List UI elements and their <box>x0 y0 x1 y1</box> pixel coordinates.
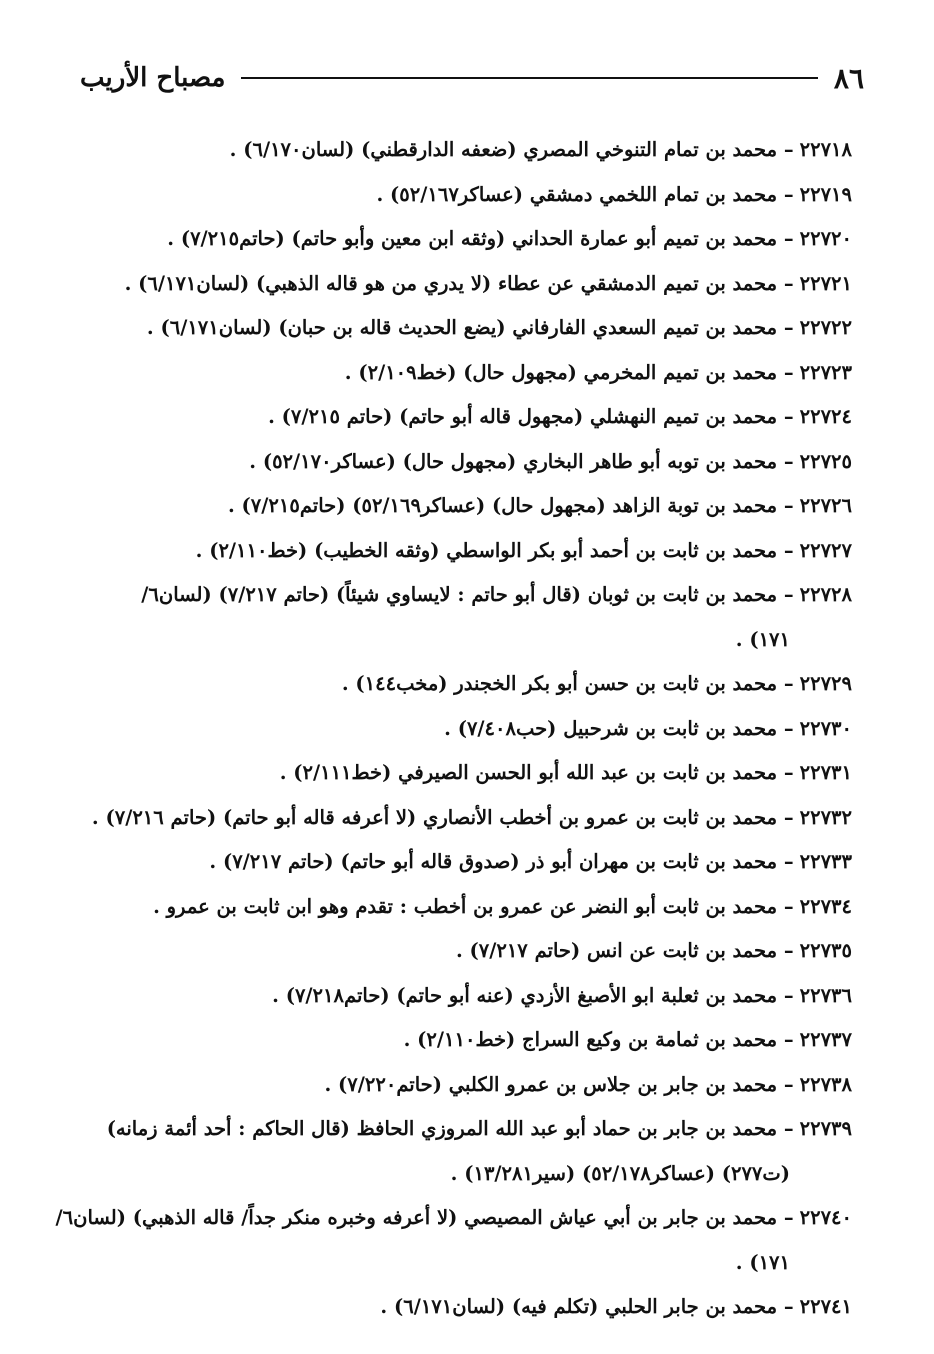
entry-line <box>80 885 852 930</box>
entry-text: – محمد بن ثابت بن أحمد أبو بكر الواسطي (وثقه الخطيب) (خط٢/١١٠) . <box>195 538 794 562</box>
entry-text: – محمد بن جابر بن حماد أبو عبد الله المروزي الحافظ (قال الحاكم : أحد أئمة زمانه) <box>106 1117 794 1140</box>
entry-text: – محمد بن توبه أبو طاهر البخاري (مجهول حال) (عساكر٥٢/١٧٠) . <box>249 449 794 473</box>
page-number: ٨٦ <box>833 61 864 95</box>
entry-number: ٢٢٧٣٣ <box>799 850 852 873</box>
entry-line <box>80 484 852 529</box>
entry-text: – محمد بن ثابت بن حسن أبو بكر الخجندر (مخب١٤٤) . <box>341 672 794 695</box>
entry-number: ٢٢٧٣٠ <box>799 716 852 740</box>
entry-number: ٢٢٧٢٠ <box>799 227 852 250</box>
entry-text: – محمد بن ثعلبة ابو الأصبغ الأزدي (عنه أبو حاتم) (حاتم٧/٢١٨) . <box>272 983 794 1007</box>
entry-text: – محمد بن تميم الدمشقي عن عطاء (لا يدري من هو قاله الذهبي) (لسان٦/١٧١) . <box>124 271 794 295</box>
entry-line <box>80 351 852 396</box>
entry-line <box>80 128 852 173</box>
entry-line <box>80 840 852 885</box>
entry-line <box>80 929 852 974</box>
entry-line <box>80 1018 852 1063</box>
entry-number: ٢٢٧٣٢ <box>799 805 852 829</box>
entry-text: – محمد بن ثابت أبو النضر عن عمرو بن أخطب : تقدم وهو ابن ثابت بن عمرو . <box>153 894 794 918</box>
entry-line <box>80 1285 852 1330</box>
entry-text: – محمد بن توبة الزاهد (مجهول حال) (عساكر٥٢/١٦٩) (حاتم٧/٢١٥) . <box>227 494 794 517</box>
entry-text: – محمد بن ثابت بن ثوبان (قال أبو حاتم : لايساوي شيئاً) (حاتم ٧/٢١٧) (لسان٦/ <box>141 583 794 606</box>
entry-line <box>80 1107 852 1152</box>
entry-line <box>55 1196 852 1241</box>
entry-continuation: ١٧١) . <box>735 627 790 651</box>
page-header <box>80 58 864 98</box>
entry-text: – محمد بن تميم أبو عمارة الحداني (وثقه ابن معين وأبو حاتم) (حاتم٧/٢١٥) . <box>167 227 794 250</box>
entry-number: ٢٢٧٤٠ <box>799 1206 852 1229</box>
entry-line <box>80 262 852 307</box>
entry-line <box>80 306 852 351</box>
entry-line <box>80 707 852 752</box>
entry-continuation: (ت٢٧٧) (عساكر٥٢/١٧٨) (سير١٣/٢٨١) . <box>450 1161 790 1185</box>
entry-number: ٢٢٧٣٨ <box>799 1072 852 1096</box>
entry-text: – محمد بن ثابت بن عبد الله أبو الحسن الصيرفي (خط٢/١١١) . <box>279 761 794 784</box>
entry-text: – محمد بن تميم النهشلي (مجهول قاله أبو حاتم) (حاتم ٧/٢١٥) . <box>268 405 794 428</box>
entry-line <box>80 974 852 1019</box>
entry-number: ٢٢٧٣٦ <box>799 983 852 1007</box>
entry-text: – محمد بن تميم السعدي الفارفاني (يضع الحديث قاله بن حبان) (لسان٦/١٧١) . <box>146 316 794 339</box>
entry-line <box>80 796 852 841</box>
entry-text: – محمد بن تمام اللخمي دمشقي (عساكر٥٢/١٦٧) . <box>376 182 794 206</box>
header-rule <box>241 77 817 79</box>
entry-text: – محمد بن جابر الحلبي (تكلم فيه) (لسان٦/١٧١) . <box>380 1295 794 1318</box>
entry-number: ٢٢٧٢٢ <box>799 316 852 339</box>
entry-text: – محمد بن ثابت بن عمرو بن أخطب الأنصاري (لا أعرفه قاله أبو حاتم) (حاتم ٧/٢١٦) . <box>91 805 794 829</box>
entry-number: ٢٢٧١٨ <box>799 138 852 161</box>
entry-text: – محمد بن جابر بن أبي عياش المصيصي (لا أعرفه وخبره منكر جداً/ قاله الذهبي) (لسان٦/ <box>55 1206 794 1229</box>
entry-number: ٢٢٧٢١ <box>799 271 852 295</box>
book-title: مصباح الأريب <box>80 63 226 93</box>
entry-line <box>80 1063 852 1108</box>
entry-number: ٢٢٧٢٧ <box>799 538 852 562</box>
entry-line <box>80 217 852 262</box>
entry-number: ٢٢٧٢٩ <box>799 672 852 695</box>
entry-text: – محمد بن ثمامة بن وكيع السراج (خط٢/١١٠) . <box>403 1028 794 1051</box>
entries-list <box>55 128 852 1330</box>
entry-number: ٢٢٧٢٥ <box>799 449 852 473</box>
entry-number: ٢٢٧٣٥ <box>799 939 852 962</box>
entry-number: ٢٢٧٢٨ <box>799 583 852 606</box>
entry-text: – محمد بن ثابت عن انس (حاتم ٧/٢١٧) . <box>455 939 794 962</box>
entry-text: – محمد بن جابر بن جلاس بن عمرو الكلبي (حاتم٧/٢٢٠) . <box>324 1072 794 1096</box>
entry-line <box>80 173 852 218</box>
entry-number: ٢٢٧٢٤ <box>799 405 852 428</box>
entry-continuation: ١٧١) . <box>735 1250 790 1274</box>
entry-line <box>80 395 852 440</box>
entry-number: ٢٢٧٢٦ <box>799 494 852 517</box>
entry-line <box>80 440 852 485</box>
entry-number: ٢٢٧١٩ <box>799 182 852 206</box>
entry-line <box>80 751 852 796</box>
entry-line <box>80 529 852 574</box>
entry-number: ٢٢٧٣١ <box>799 761 852 784</box>
entry-number: ٢٢٧٣٧ <box>799 1028 852 1051</box>
entry-text: – محمد بن تميم المخرمي (مجهول حال) (خط٢/١٠٩) . <box>344 360 794 384</box>
entry-line <box>80 662 852 707</box>
entry-number: ٢٢٧٤١ <box>799 1295 852 1318</box>
entry-number: ٢٢٧٣٩ <box>799 1117 852 1140</box>
entry-text: – محمد بن ثابت بن شرحبيل (حب٧/٤٠٨) . <box>444 716 794 740</box>
entry-text: – محمد بن تمام التنوخي المصري (ضعفه الدارقطني) (لسان٦/١٧٠) . <box>229 138 794 161</box>
entry-number: ٢٢٧٣٤ <box>799 894 852 918</box>
entry-line <box>80 573 852 618</box>
entry-number: ٢٢٧٢٣ <box>799 360 852 384</box>
entry-text: – محمد بن ثابت بن مهران أبو ذر (صدوق قاله أبو حاتم) (حاتم ٧/٢١٧) . <box>209 850 794 873</box>
